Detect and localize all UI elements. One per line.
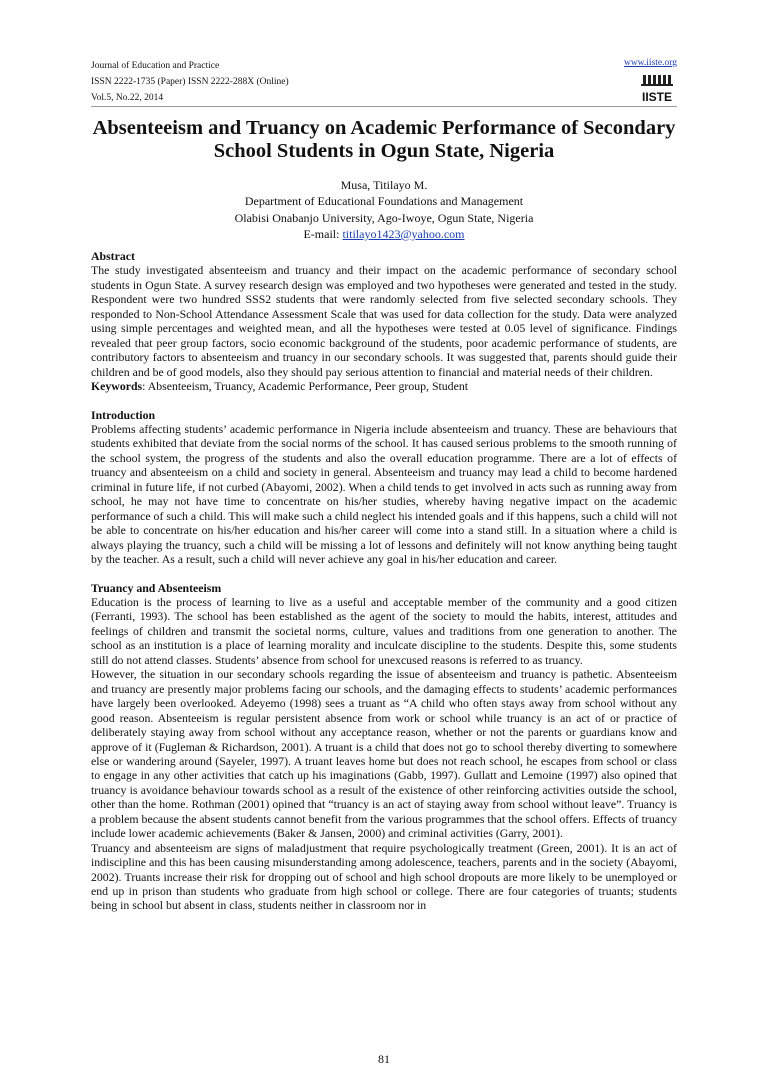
volume-line: Vol.5, No.22, 2014 <box>91 93 164 103</box>
truancy-heading: Truancy and Absenteeism <box>91 580 222 595</box>
journal-name: Journal of Education and Practice <box>91 61 220 71</box>
paper-body <box>91 249 677 913</box>
logo-text: IISTE <box>641 90 673 104</box>
author-block <box>91 177 677 242</box>
iiste-logo-icon <box>637 74 677 104</box>
section-gap <box>91 567 677 581</box>
abstract-heading: Abstract <box>91 249 135 263</box>
page-number: 81 <box>378 1052 390 1066</box>
author-university: Olabisi Onabanjo University, Ago-Iwoye, Ogun State, Nigeria <box>234 210 534 225</box>
author-department: Department of Educational Foundations and Management <box>244 194 524 209</box>
author-email-line <box>91 226 677 242</box>
keywords-line <box>91 379 677 393</box>
introduction-heading: Introduction <box>91 407 156 422</box>
abstract-text: The study investigated absenteeism and truancy and their impact on the academic performance of secondary school students in Ogun State. A survey research design was employed and two hypotheses were generated and tested in the study. Respondent were two hundred SSS2 students that were randomly selected from five selected secondary schools. They responded to Non-School Attendance Assessment Scale that was used for data collection for the study. Data were analyzed using simple percentages and weighted mean, and all the hypotheses were tested at 0.05 level of significance. Findings revealed that peer group factors, socio economic background of the students, poor academic performance of students, are contributory factors to absenteeism and truancy in our secondary schools. It was suggested that, parents should guide their children and be of good models, also they should pay serious attention to financial and material needs of their children. <box>91 263 677 379</box>
author-email-link[interactable]: titilayo1423@yahoo.com <box>342 226 465 241</box>
issn-line: ISSN 2222-1735 (Paper) ISSN 2222-288X (Online) <box>91 77 289 87</box>
header-divider <box>91 106 677 107</box>
paper-title: Absenteeism and Truancy on Academic Performance of Secondary School Students in Ogun State, Nigeria <box>92 117 676 162</box>
author-name: Musa, Titilayo M. <box>340 178 428 192</box>
truancy-paragraph-2: However, the situation in our secondary schools regarding the issue of absenteeism and truancy is pathetic. Absenteeism and truancy are presently major problems facing our schools, and the damaging effects to students’ academic performances have largely been overlooked. Adeyemo (1998) sees a truant as “A child who often stays away from school without any good reason. Absenteeism is regular persistent absence from work or school while truancy is an act of or practice of deliberately staying away from school without any acceptance reason, whether or not the parents or guardians know and approve of it (Fugleman & Richardson, 2001). A truant is a child that does not go to school thereby diverting to somewhere else or wandering around (Sayeler, 1997). A truant leaves home but does not reach school, he escapes from school or class to engage in any other activities that catch up his imaginations (Gabb, 1997). Gullatt and Lemoine (1997) also opined that truancy is avoidance behaviour towards school as a result of the existence of other reinforcing activities outside the school, other than the home. Rothman (2001) opined that “truancy is an act of staying away from school without leave”. Truancy is a problem because the absent students cannot benefit from the various programmes that the school offers. Effects of truancy include lower academic achievements (Baker & Jansen, 2000) and criminal activities (Garry, 2001). <box>91 667 677 841</box>
keywords-list: : Absenteeism, Truancy, Academic Performance, Peer group, Student <box>142 379 468 394</box>
journal-url-link[interactable]: www.iiste.org <box>623 58 677 68</box>
section-gap <box>91 394 677 408</box>
truancy-paragraph-3: Truancy and absenteeism are signs of maladjustment that require psychologically treatment (Green, 2001). It is an act of indiscipline and this has been causing misunderstanding among adolescence, teachers, parents and in the society (Abayomi, 2002). Truants increase their risk for dropping out of school and high school dropouts are more likely to be unemployed or end up in prison than students who graduate from high school or college. There are four categories of truants; students being in school but absent in class, students neither in classroom nor in <box>91 840 677 913</box>
journal-header <box>91 58 289 106</box>
truancy-paragraph-1: Education is the process of learning to live as a useful and acceptable member of the community and a good citizen (Ferranti, 1993). The school has been established as the agent of the society to mould the habits, interest, attitudes and feelings of children and transmit the societal norms, culture, values and traditions from one generation to another. The school as an institution is a place of learning morality and inculcate discipline to the students. Despite this, some students still do not attend classes. Students’ absence from school for unexcused reasons is referred to as truancy. <box>91 594 677 667</box>
introduction-text: Problems affecting students’ academic performance in Nigeria include absenteeism and truancy. These are behaviours that students exhibited that deviate from the social norms of the school. It has caused serious problems to the smooth running of the school system, the progress of the students and also the overall education programme. There are a lot of effects of truancy and absenteeism on a child and society in general. Absenteeism and truancy may lead a child to become hardened criminal in future life, if not curbed (Abayomi, 2002). When a child tends to get involved in acts such as running away from school, he may not have time to concentrate on his/her studies, whereby having negative impact on the academic performance of such a child. This will make such a child neglect his intended goals and if this happens, such a child will not be able to concentrate on his/her education and his/her career will come into a stand still. In a situation where a child is always playing the truancy, such a child will be missing a lot of lessons and definitely will not know anything being taught by the teacher. As a result, such a child will never achieve any goal in his/her education and career. <box>91 421 677 567</box>
keywords-label: Keywords <box>91 379 143 394</box>
email-label: E-mail: <box>303 226 343 241</box>
